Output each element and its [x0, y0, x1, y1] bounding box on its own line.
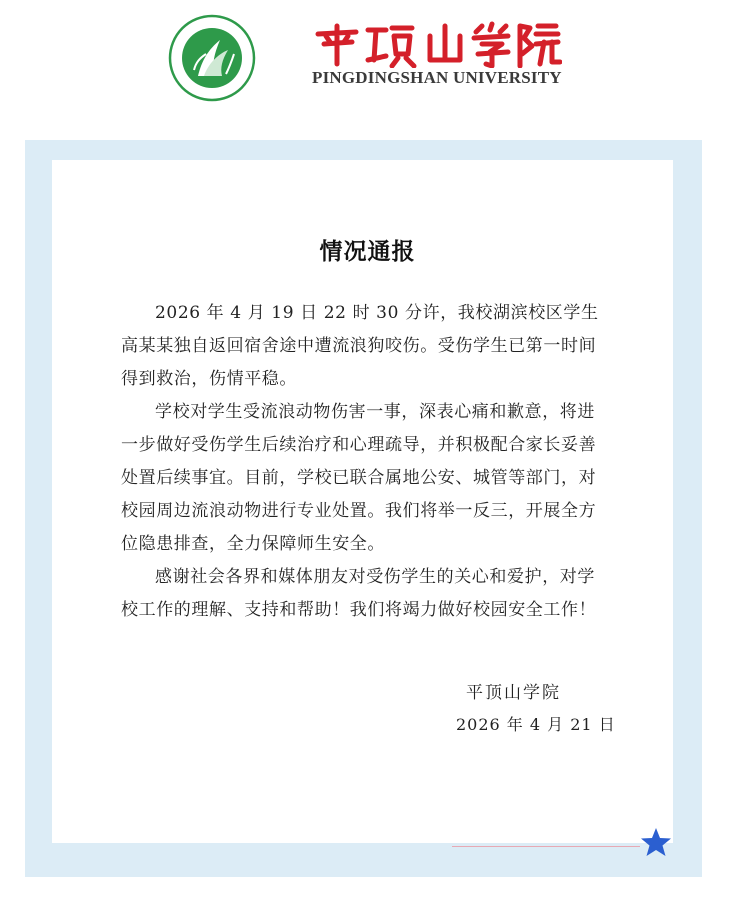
logo-english-name: PINGDINGSHAN UNIVERSITY: [312, 68, 562, 87]
notice-body: [121, 297, 603, 627]
notice-paragraph: 感谢社会各界和媒体朋友对受伤学生的关心和爱护，对学校工作的理解、支持和帮助！我们将竭力做好校园安全工作！: [121, 567, 597, 620]
decorative-divider: [452, 846, 640, 847]
notice-paragraph: 学校对学生受流浪动物伤害一事，深表心痛和歉意，将进一步做好受伤学生后续治疗和心理疏导，并积极配合家长妥善处置后续事宜。目前，学校已联合属地公安、城管等部门，对校园周边流浪动物进行专业处置。我们将举一反三，开展全方位隐患排查，全力保障师生安全。: [121, 402, 597, 554]
header-banner: [0, 0, 735, 118]
star-icon: [640, 826, 672, 858]
notice-paragraph: 2026 年 4 月 19 日 22 时 30 分许，我校湖滨校区学生高某某独自返回宿舍途中遭流浪狗咬伤。受伤学生已第一时间得到救治，伤情平稳。: [121, 303, 599, 389]
university-seal-icon: [168, 14, 256, 102]
signature-date: 2026 年 4 月 21 日: [456, 715, 616, 734]
logo-calligraphy: [312, 20, 562, 68]
notice-title: 情况通报: [319, 239, 416, 265]
signature-organization: 平顶山学院: [466, 683, 561, 703]
